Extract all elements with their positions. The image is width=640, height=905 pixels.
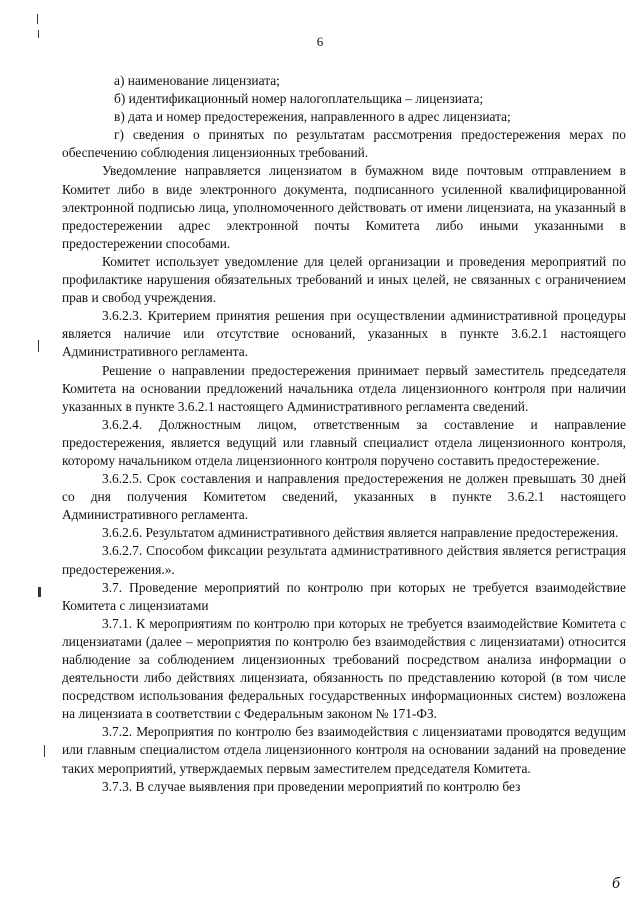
margin-mark xyxy=(44,745,45,757)
paragraph: 3.6.2.4. Должностным лицом, ответственным за составление и направление предостережения, является ведущий или главный специалист отдела лицензионного контроля, которому начальником отдела лицензионного контроля поручено составить предостережение. xyxy=(62,416,626,468)
page-number: 6 xyxy=(316,34,324,49)
paragraph: 3.6.2.6. Результатом административного действия является направление предостережения. xyxy=(102,525,619,541)
paragraph: б) идентификационный номер налогоплательщика – лицензиата; xyxy=(114,91,484,107)
paragraph: 3.7.1. К мероприятиям по контролю при которых не требуется взаимодействие Комитета с лицензиатами (далее – мероприятия по контролю без взаимодействия с лицензиатами) относится наблюдение за соблюдением лицензионных требований посредством анализа информации о деятельности либо действиях лицензиата, обязанность по представлению которой (в том числе посредством использования федеральных государственных информационных систем) возложена на лицензиата в соответствии с Федеральным законом № 171-ФЗ. xyxy=(62,615,626,722)
margin-mark xyxy=(38,30,39,38)
paragraph: 3.6.2.5. Срок составления и направления предостережения не должен превышать 30 дней со дня получения Комитетом сведений, указанных в пункте 3.6.2.1 настоящего Административного регламента. xyxy=(62,471,626,523)
document-body xyxy=(62,72,626,796)
paragraph: Уведомление направляется лицензиатом в бумажном виде почтовым отправлением в Комитет либо в виде электронного документа, подписанного усиленной квалифицированной электронной подписью лица, уполномоченного действовать от имени лицензиата, на указанный в предостережении адрес электронной почты Комитета либо иными указанными в предостережении способами. xyxy=(62,163,626,251)
paragraph: 3.6.2.7. Способом фиксации результата административного действия является регистрация предостережения.». xyxy=(62,543,626,577)
paragraph: Комитет использует уведомление для целей организации и проведения мероприятий по профилактике нарушения обязательных требований и иных целей, не связанных с ограничением прав и свобод учреждения. xyxy=(62,253,626,306)
handwritten-page-mark: б xyxy=(611,875,620,892)
paragraph: 3.7.3. В случае выявления при проведении мероприятий по контролю без xyxy=(102,778,521,794)
paragraph: Решение о направлении предостережения принимает первый заместитель председателя Комитета на основании предложений начальника отдела лицензионного контроля при наличии указанных в пункте 3.6.2.1 настоящего Административного регламента сведений. xyxy=(62,362,626,414)
margin-mark xyxy=(38,340,39,352)
paragraph: 3.7. Проведение мероприятий по контролю при которых не требуется взаимодействие Комитета с лицензиатами xyxy=(62,579,626,613)
paragraph: 3.6.2.3. Критерием принятия решения при осуществлении административной процедуры является наличие или отсутствие оснований, указанных в пункте 3.6.2.1 настоящего Административного регламента. xyxy=(62,308,626,360)
paragraph: г) сведения о принятых по результатам рассмотрения предостережения мерах по обеспечению соблюдения лицензионных требований. xyxy=(62,127,626,161)
paragraph: а) наименование лицензиата; xyxy=(114,73,280,88)
margin-mark xyxy=(38,587,41,597)
margin-mark xyxy=(37,14,38,24)
paragraph: в) дата и номер предостережения, направленного в адрес лицензиата; xyxy=(114,109,511,125)
paragraph: 3.7.2. Мероприятия по контролю без взаимодействия с лицензиатами проводятся ведущим или главным специалистом отдела лицензионного контроля на основании заданий на проведение таких мероприятий, утверждаемых первым заместителем председателя Комитета. xyxy=(62,724,626,776)
